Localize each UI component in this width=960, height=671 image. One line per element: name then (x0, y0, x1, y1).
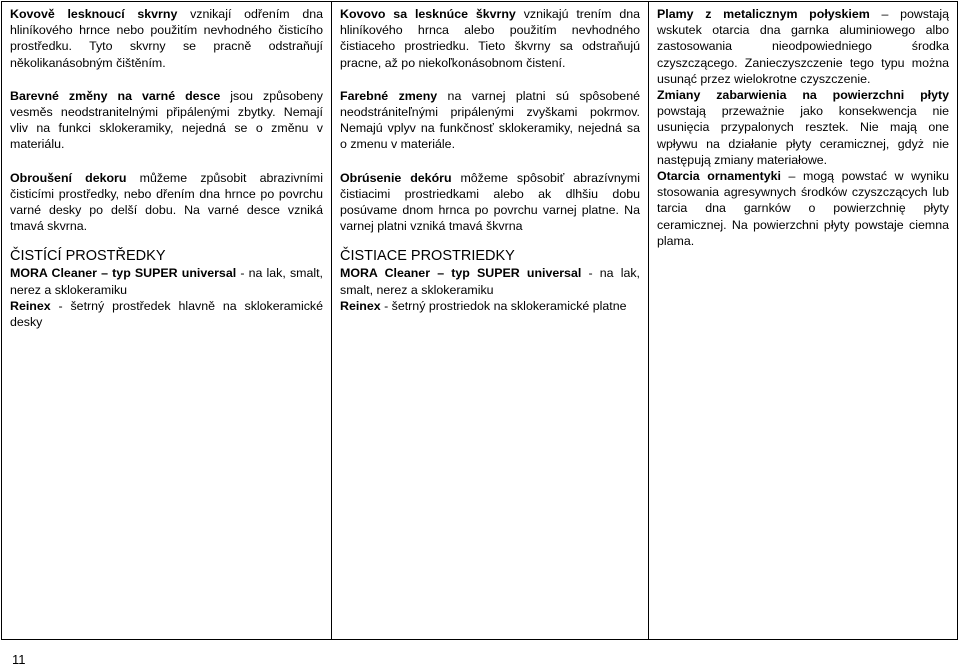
paragraph-decor-abrasion (10, 170, 323, 235)
slovak-column (331, 2, 648, 639)
term-bold: Obroušení dekoru (10, 170, 127, 185)
product-desc: - šetrný prostriedok na sklokeramické platne (380, 298, 627, 313)
product-desc: - na lak, smalt, nerez a sklokeramiku (340, 266, 640, 297)
cleaners-heading: ČISTIACE PROSTRIEDKY (340, 248, 515, 265)
product-name: Reinex (10, 298, 51, 313)
cleaners-heading: ČISTÍCÍ PROSTŘEDKY (10, 248, 166, 265)
paragraph-text: – powstają wskutek otarcia dna garnka aluminiowego albo zastosowania nieodpowiedniego środka czyszczącego. Zanieczyszczenie tego typu można usunąć przez wielokrotne czyszczenie. (657, 7, 949, 86)
term-bold: Obrúsenie dekóru (340, 170, 452, 185)
product-name: MORA Cleaner – typ SUPER universal (10, 266, 237, 281)
paragraph-text: powstają przeważnie jako konsekwencja nie usunięcia przypalonych resztek. Nie mają one wpływu na działanie płyty ceramicznej, gdyż nie następują zmiany materiałowe. (657, 104, 949, 167)
paragraph-metallic-stains (10, 6, 323, 71)
paragraph-text: jsou způsobeny vesměs neodstranitelnými připálenými zbytky. Nemají vliv na funkci sklokeramiky, nejedná se o změnu v materiálu. (10, 88, 323, 152)
paragraph-color-changes (657, 87, 949, 168)
paragraph-text: vznikají odřením dna hliníkového hrnce nebo použitím nevhodného čisticího prostředku. Tyto skvrny se pracně odstraňují několikanásobným čištěním. (10, 7, 323, 70)
cleaner-item-mora (340, 265, 640, 297)
paragraph-metallic-stains (340, 6, 640, 71)
term-bold: Plamy z metalicznym połyskiem (657, 7, 870, 21)
term-bold: Otarcia ornamentyki (657, 169, 781, 184)
product-name: MORA Cleaner – typ SUPER universal (340, 266, 582, 281)
cleaner-item-mora (10, 265, 323, 297)
polish-column (648, 2, 957, 639)
paragraph-decor-abrasion (657, 168, 949, 249)
paragraph-text: môžeme spôsobiť abrazívnymi čistiacimi prostriedkami alebo ak dlhšiu dobu posúvame dnom hrnca po povrchu varnej platne. Na varnej platni vzniká tmavá škvrna (340, 170, 640, 234)
product-desc: - šetrný prostředek hlavně na sklokeramické desky (10, 298, 323, 330)
paragraph-text: na varnej platni sú spôsobené neodstrániteľnými pripálenými zvyškami pokrmov. Nemajú vplyv na funkčnosť sklokeramiky, nejedná sa o zmenu v materiále. (340, 88, 640, 152)
term-bold: Zmiany zabarwienia na powierzchni płyty (657, 88, 949, 103)
cleaner-item-reinex (340, 298, 640, 314)
term-bold: Barevné změny na varné desce (10, 88, 221, 103)
term-bold: Kovově lesknoucí skvrny (10, 7, 178, 21)
paragraph-color-changes (10, 88, 323, 153)
paragraph-text: – mogą powstać w wyniku stosowania agresywnych środków czyszczących lub tarcia dna garnków o powierzchnię płyty ceramicznej. Na powierzchni płyty powstaje ciemna plama. (657, 169, 950, 248)
cleaner-item-reinex (10, 298, 323, 330)
czech-column (2, 2, 331, 639)
product-desc: - na lak, smalt, nerez a sklokeramiku (10, 266, 323, 297)
paragraph-decor-abrasion (340, 170, 640, 235)
paragraph-metallic-stains (657, 6, 949, 87)
paragraph-text: můžeme způsobit abrazivními čisticími prostředky, nebo dřením dna hrnce po povrchu varné desky po delší dobu. Na varné desce vzniká tmavá skvrna. (10, 170, 323, 234)
paragraph-color-changes (340, 88, 640, 153)
three-language-table (1, 1, 958, 640)
product-name: Reinex (340, 298, 381, 313)
page-number: 11 (12, 652, 26, 667)
term-bold: Farebné zmeny (340, 88, 438, 103)
paragraph-text: vznikajú trením dna hliníkového hrnca alebo použitím nevhodného čistiaceho prostriedku. Tieto škvrny sa odstraňujú pracne, až po niekoľkonásobnom čistení. (340, 7, 640, 70)
term-bold: Kovovo sa lesknúce škvrny (340, 7, 516, 21)
